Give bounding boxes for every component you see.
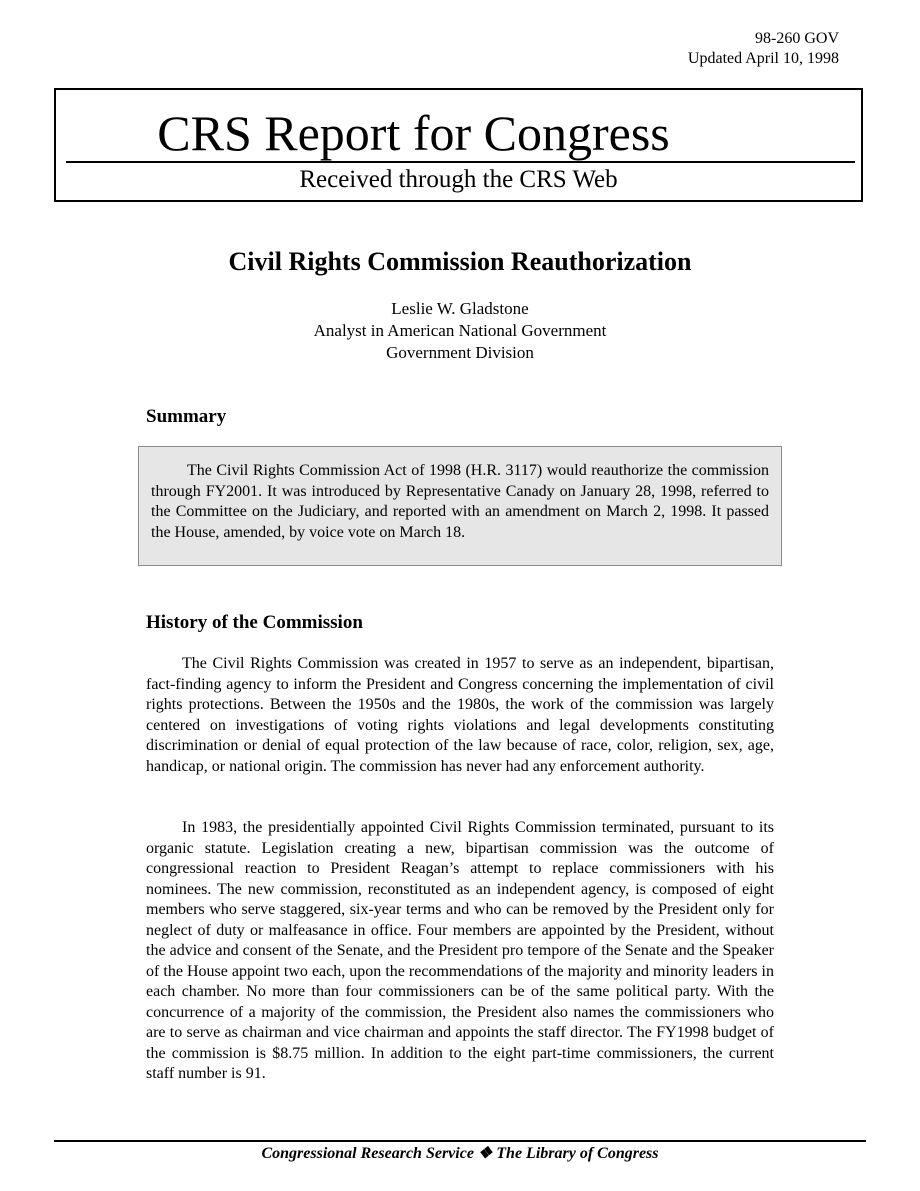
summary-box: [138, 446, 782, 566]
banner-divider: [66, 161, 855, 163]
banner-subtitle: Received through the CRS Web: [299, 166, 618, 193]
history-paragraph-1: The Civil Rights Commission was created in 1957 to serve as an independent, bipartisan, fact-finding agency to inform the President and Congress concerning the implementation of civil rights protections. Between the 1950s and the 1980s, the work of the commission was largely centered on investigations of voting rights violations and legal developments constituting discrimination or denial of equal protection of the law because of race, color, religion, sex, age, handicap, or national origin. The commission has never had any enforcement authority.: [146, 655, 774, 775]
author-block: [0, 298, 920, 364]
author-name: Leslie W. Gladstone: [391, 299, 529, 318]
footer-text: Congressional Research Service ❖ The Library of Congress: [261, 1145, 659, 1162]
history-heading: History of the Commission: [146, 612, 363, 633]
history-paragraph-2: In 1983, the presidentially appointed Civil Rights Commission terminated, pursuant to its organic statute. Legislation creating a new, bipartisan commission was the outcome of congressional reaction to President Reagan’s attempt to replace commissioners with his nominees. The new commission, reconstituted as an independent agency, is composed of eight members who serve staggered, six-year terms and who can be removed by the President only for neglect of duty or malfeasance in office. Four members are appointed by the President, without the advice and consent of the Senate, and the President pro tempore of the Senate and the Speaker of the House appoint two each, upon the recommendations of the majority and minority leaders in each chamber. No more than four commissioners can be of the same political party. With the concurrence of a majority of the commission, the President also names the commissioners who are to serve as chairman and vice chairman and appoints the staff director. The FY1998 budget of the commission is $8.75 million. In addition to the eight part-time commissioners, the current staff number is 91.: [146, 819, 774, 1082]
summary-text: The Civil Rights Commission Act of 1998 (H.R. 3117) would reauthorize the commission through FY2001. It was introduced by Representative Canady on January 28, 1998, referred to the Committee on the Judiciary, and reported with an amendment on March 2, 1998. It passed the House, amended, by voice vote on March 18.: [151, 462, 769, 541]
updated-date: Updated April 10, 1998: [687, 50, 839, 67]
footer-divider: [54, 1140, 866, 1142]
document-title: Civil Rights Commission Reauthorization: [228, 247, 692, 276]
crs-banner: [54, 88, 863, 202]
report-number: 98-260 GOV: [755, 30, 839, 47]
summary-heading: Summary: [146, 406, 227, 427]
report-identifier: [688, 29, 839, 69]
banner-title: CRS Report for Congress: [157, 105, 670, 161]
author-division: Government Division: [386, 343, 534, 362]
author-title: Analyst in American National Government: [313, 321, 607, 340]
